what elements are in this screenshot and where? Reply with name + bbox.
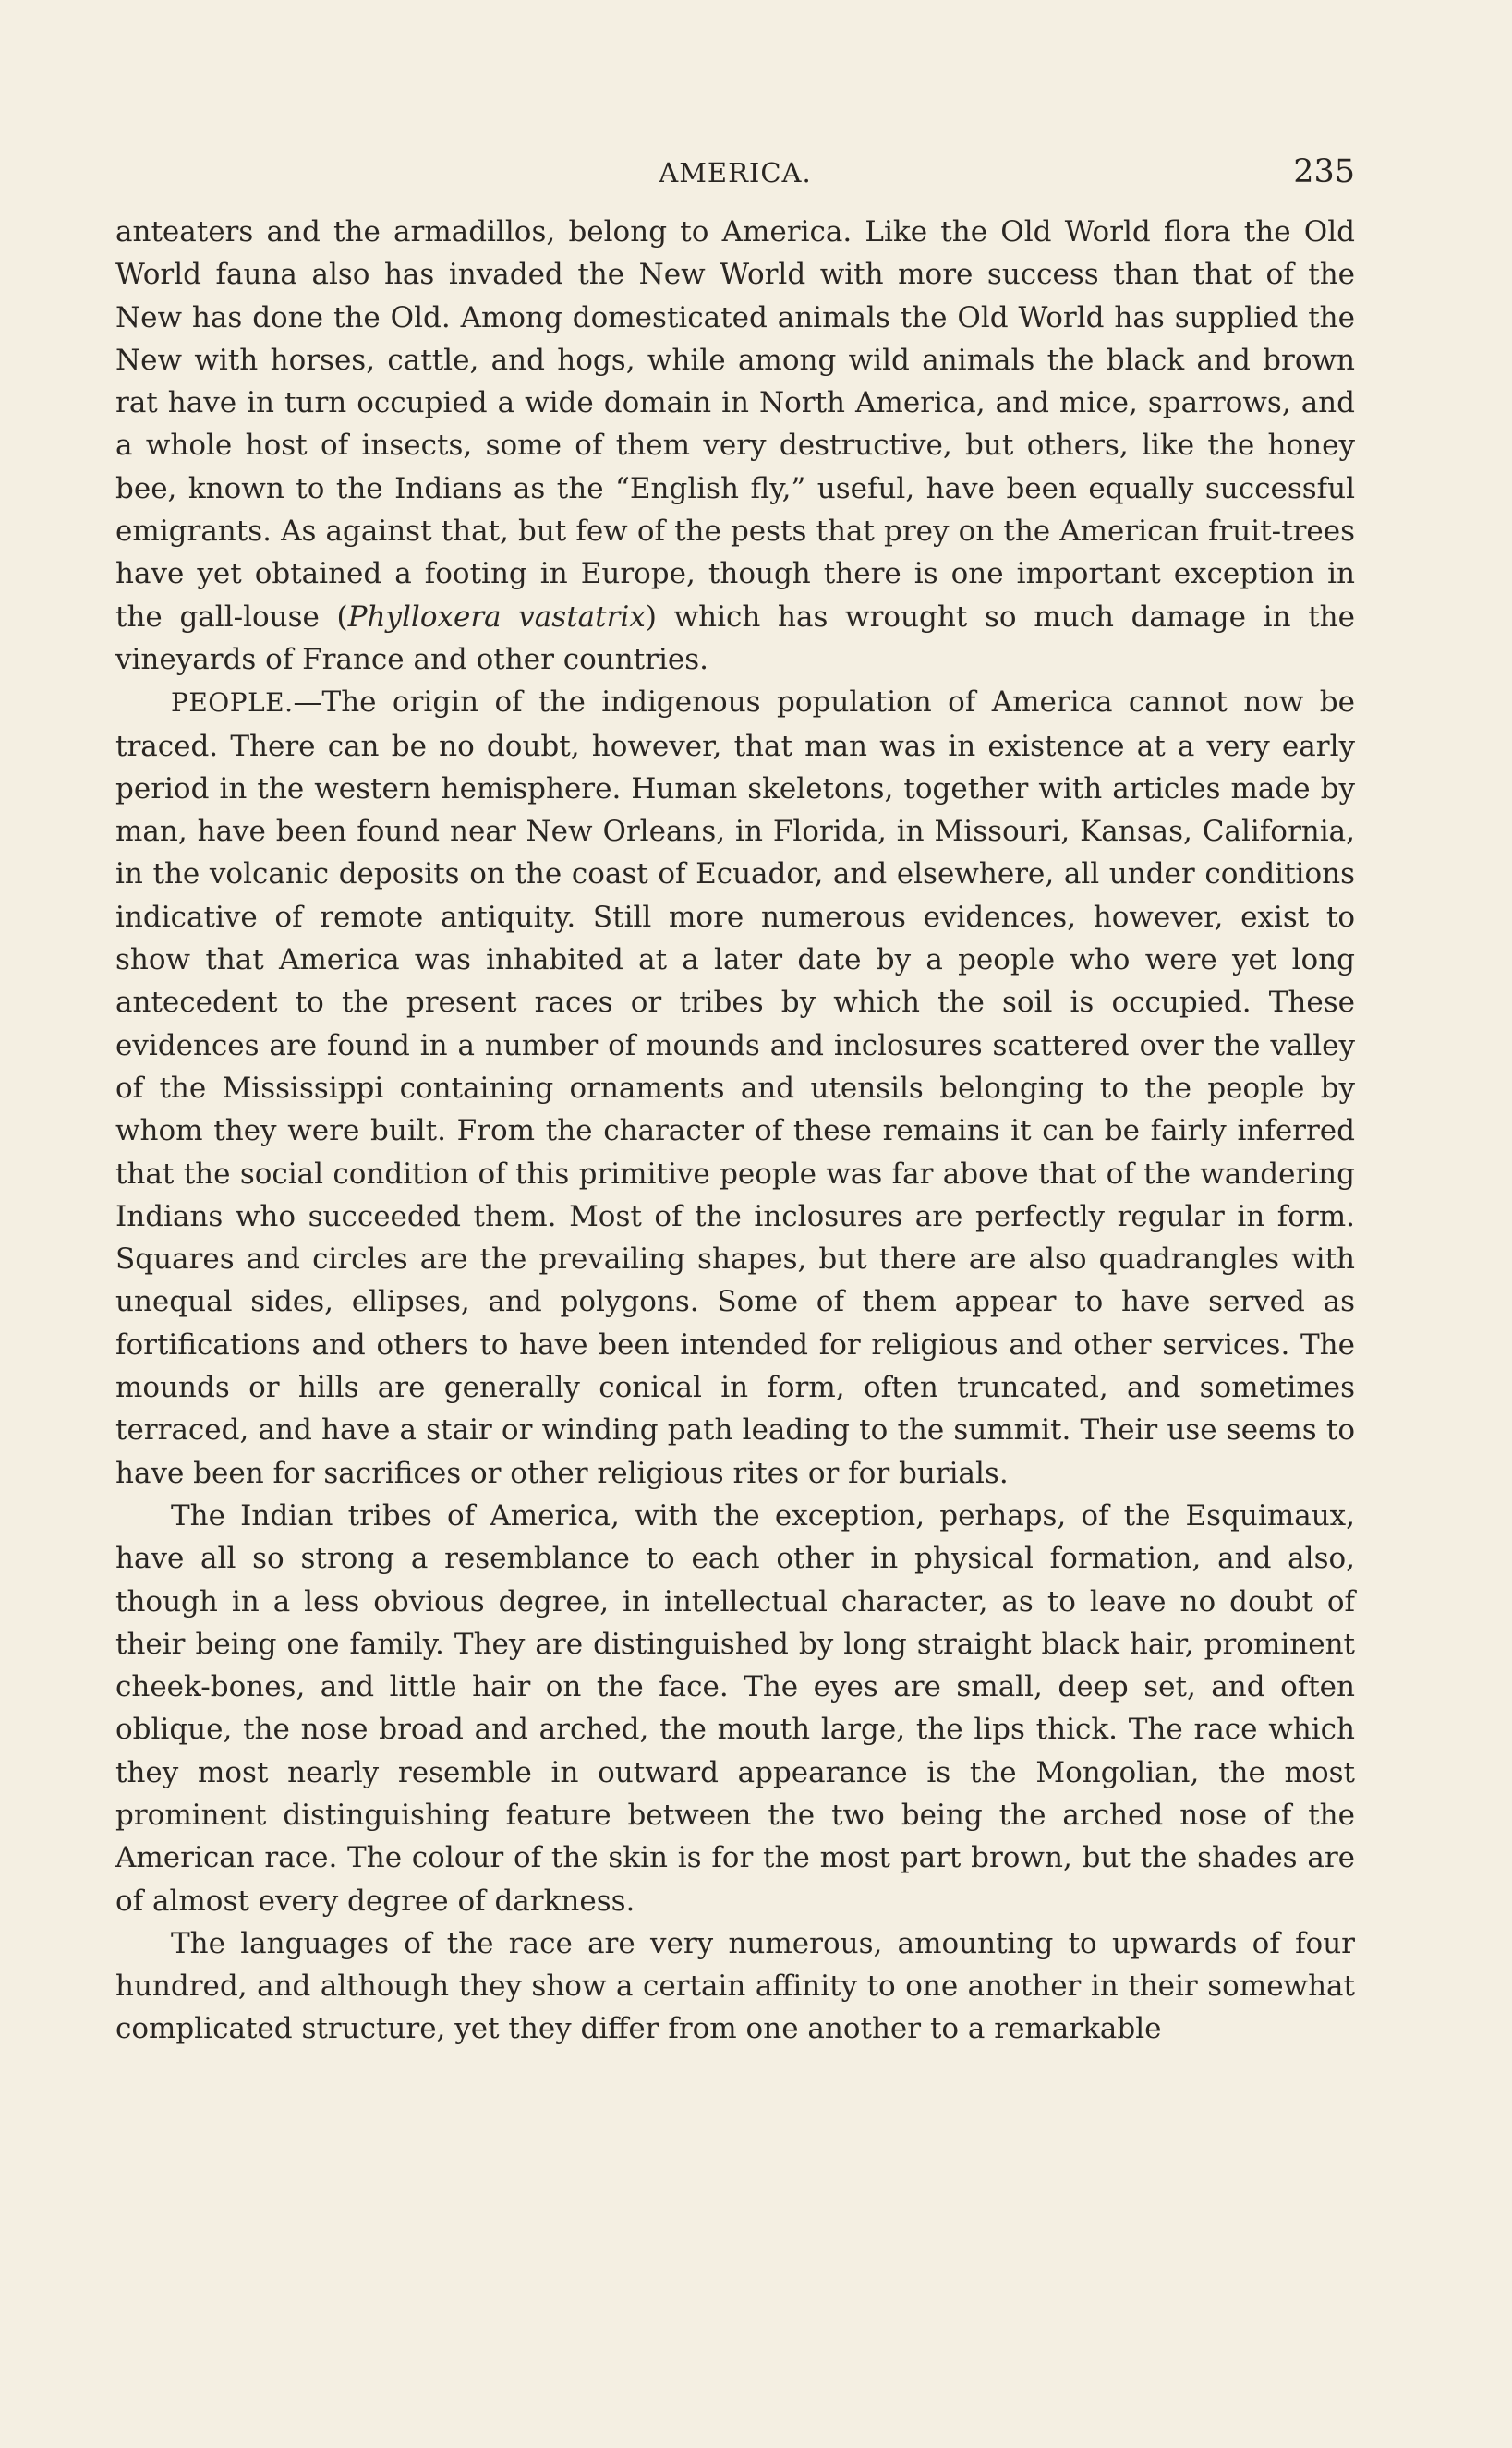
running-title: AMERICA.	[659, 157, 812, 188]
running-head	[115, 148, 1355, 203]
paragraph-people	[115, 681, 1355, 1495]
paragraph-people-text: —The origin of the indigenous population of America cannot now be traced. There can be no doubt, however, that man was in existence at a very early period in the western hemisphere. Human skeletons, together with articles made by man, have been found near New Orleans, in Florida, in Missouri, Kansas, California, in the volcanic deposits on the coast of Ecuador, and elsewhere, all under conditions indicative of remote antiquity. Still more numerous evidences, however, exist to show that America was inhabited at a later date by a people who were yet long antecedent to the present races or tribes by which the soil is occupied. These evidences are found in a number of mounds and inclosures scattered over the valley of the Mississippi containing ornaments and utensils belonging to the people by whom they were built. From the character of these remains it can be fairly inferred that the social condition of this primitive people was far above that of the wandering Indians who succeeded them. Most of the inclosures are perfectly regular in form. Squares and circles are the prevailing shapes, but there are also quadrangles with unequal sides, ellipses, and polygons. Some of them appear to have served as fortifications and others to have been intended for religious and other services. The mounds or hills are generally conical in form, often truncated, and sometimes terraced, and have a stair or winding path leading to the summit. Their use seems to have been for sacrifices or other religious rites or for burials.	[115, 685, 1355, 1490]
paragraph-languages: The languages of the race are very numerous, amounting to upwards of four hundred, and although they show a certain affinity to one another in their somewhat complicated structure, yet they differ from one another to a remarkable	[115, 1926, 1355, 2046]
paragraph-indian-tribes: The Indian tribes of America, with the exception, perhaps, of the Esquimaux, have all so strong a resemblance to each other in physical formation, and also, though in a less obvious degree, in intellectual character, as to leave no doubt of their being one family. They are distinguished by long straight black hair, prominent cheek-bones, and little hair on the face. The eyes are small, deep set, and often oblique, the nose broad and arched, the mouth large, the lips thick. The race which they most nearly resemble in outward appearance is the Mongolian, the most prominent distinguishing feature between the two being the arched nose of the American race. The colour of the skin is for the most part brown, but the shades are of almost every degree of darkness.	[115, 1498, 1355, 1918]
book-page	[115, 148, 1355, 2051]
section-heading-people: PEOPLE.	[171, 687, 294, 719]
paragraph-fauna-text: anteaters and the armadillos, belong to America. Like the Old World flora the Old World fauna also has invaded the New World with more success than that of the New has done the Old. Among domesticated animals the Old World has supplied the New with horses, cattle, and hogs, while among wild animals the black and brown rat have in turn occupied a wide domain in North America, and mice, sparrows, and a whole host of insects, some of them very destructive, but others, like the honey bee, known to the Indians as the “English fly,” useful, have been equally successful emigrants. As against that, but few of the pests that prey on the American fruit-trees have yet obtained a footing in Europe, though there is one important exception in the gall-louse (	[115, 215, 1355, 634]
paragraph-fauna-end: ) which has wrought so much damage in the vineyards of France and other countries.	[115, 600, 1355, 676]
page-number: 235	[1293, 153, 1355, 190]
paragraph-fauna	[115, 211, 1355, 681]
species-name: Phylloxera vastatrix	[347, 600, 646, 634]
